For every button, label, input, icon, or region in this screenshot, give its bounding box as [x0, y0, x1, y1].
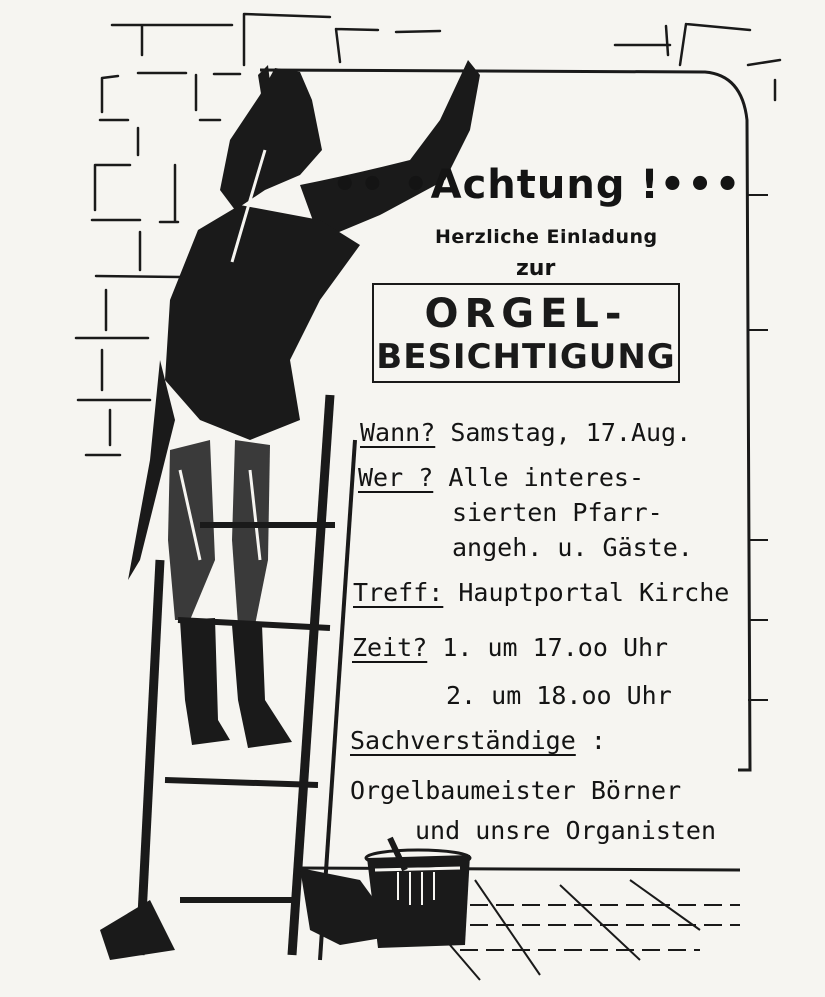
- headline: [332, 162, 742, 208]
- time-slot-1: 1. um 17.oo Uhr: [442, 633, 669, 662]
- detail-experts: [350, 728, 606, 753]
- who-line-3: angeh. u. Gäste.: [452, 533, 693, 562]
- when-value: Samstag, 17.Aug.: [450, 418, 692, 447]
- detail-time: [352, 635, 668, 660]
- experts-line-1: Orgelbaumeister Börner: [350, 776, 682, 805]
- bucket-icon: [366, 838, 470, 948]
- experts-line-2: und unsre Organisten: [415, 816, 717, 845]
- meet-label: Treff:: [353, 578, 444, 607]
- headline-trail-dots: •••: [659, 162, 743, 208]
- time-slot-2: 2. um 18.oo Uhr: [446, 681, 672, 710]
- detail-when: [360, 420, 691, 445]
- headline-text: Achtung !: [430, 162, 660, 208]
- meet-value: Hauptportal Kirche: [458, 578, 730, 607]
- detail-who: [358, 465, 644, 490]
- who-line-2: sierten Pfarr-: [452, 498, 663, 527]
- when-label: Wann?: [360, 418, 436, 447]
- time-label: Zeit?: [352, 633, 428, 662]
- detail-meet: [353, 580, 729, 605]
- title-line-2: BESICHTIGUNG: [376, 337, 676, 377]
- experts-suffix: :: [590, 726, 606, 755]
- experts-label: Sachverständige: [350, 726, 576, 755]
- headline-lead-dots: •• •: [332, 162, 431, 208]
- who-line-1: Alle interes-: [448, 463, 644, 492]
- title-line-1: ORGEL-: [424, 291, 628, 337]
- title-box: [372, 283, 680, 383]
- invitation-text: Herzliche Einladung: [435, 226, 658, 248]
- connector-text: zur: [516, 256, 556, 281]
- who-label: Wer ?: [358, 463, 434, 492]
